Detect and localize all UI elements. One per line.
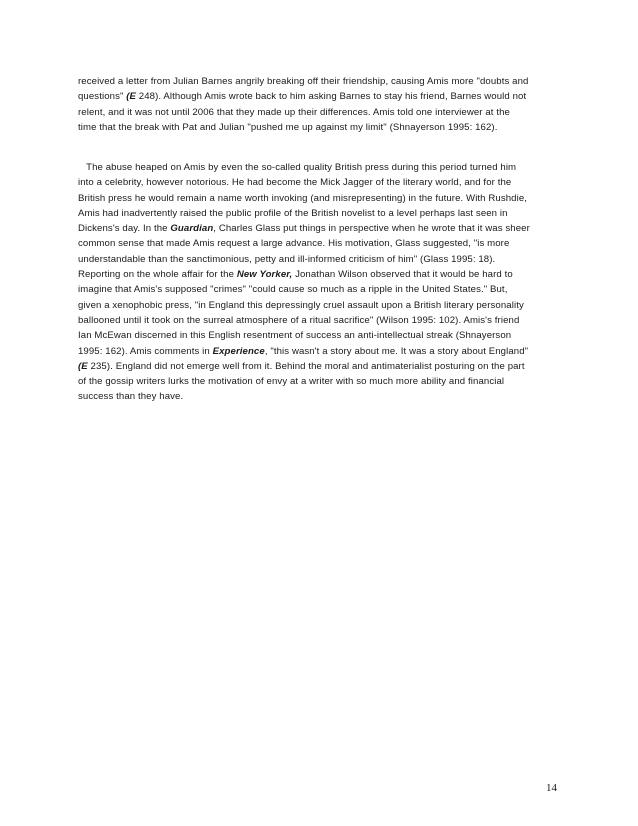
text-line: success than they have. xyxy=(78,391,184,403)
text-run: , "this wasn't a story about me. It was a story about England" xyxy=(264,345,529,357)
text-line: of the gossip writers lurks the motivation of envy at a writer with so much more ability and financial xyxy=(78,376,505,388)
text-run: Reporting on the whole affair for the xyxy=(78,269,237,281)
text-line: understandable than the sanctimonious, petty and ill-informed criticism of him" (Glass 1995: 18). xyxy=(78,253,496,265)
text-line: imagine that Amis's supposed "crimes" "could cause so much as a ripple in the United States." But, xyxy=(78,284,508,296)
publication-title: New Yorker, xyxy=(236,269,293,281)
text-line: ballooned until it took on the surreal atmosphere of a ritual sacrifice" (Wilson 1995: 102). Amis's friend xyxy=(78,314,520,326)
text-line xyxy=(78,267,570,282)
text-line xyxy=(78,359,570,374)
citation-emphasis: (E xyxy=(126,91,137,103)
text-line: time that the break with Pat and Julian "pushed me up against my limit" (Shnayerson 1995: 162). xyxy=(78,121,498,133)
text-run: 248). Although Amis wrote back to him asking Barnes to stay his friend, Barnes would not xyxy=(136,91,527,103)
text-run: 235). England did not emerge well from it. Behind the moral and antimaterialist posturing on the part xyxy=(87,360,525,372)
paragraph-2 xyxy=(78,160,570,405)
text-line: into a celebrity, however notorious. He had become the Mick Jagger of the literary world, and for the xyxy=(78,177,512,189)
page-number: 14 xyxy=(546,782,557,794)
text-line: relent, and it was not until 2006 that they made up their differences. Amis told one interviewer at the xyxy=(78,106,510,118)
text-line: Ian McEwan discerned in this English resentment of success an anti-intellectual streak (Shnayerson xyxy=(78,330,512,342)
text-line: given a xenophobic press, "in England this depressingly cruel assault upon a British literary personality xyxy=(78,299,524,311)
text-run: 1995: 162). Amis comments in xyxy=(78,345,213,357)
text-line xyxy=(78,221,570,236)
text-line: received a letter from Julian Barnes angrily breaking off their friendship, causing Amis more "doubts and xyxy=(78,76,529,87)
paragraph-1 xyxy=(78,74,570,135)
text-line: British press he would remain a name worth invoking (and misrepresenting) in the future. With Rushdie, xyxy=(78,192,528,204)
text-run: , Charles Glass put things in perspective when he wrote that it was sheer xyxy=(213,223,530,235)
text-line xyxy=(78,89,570,104)
book-title: Experience xyxy=(212,345,265,357)
text-run: Dickens's day. In the xyxy=(78,223,171,235)
text-line xyxy=(78,344,570,359)
publication-title: Guardian xyxy=(170,223,214,235)
text-line: Amis had inadvertently raised the public profile of the British novelist to a level perhaps last seen in xyxy=(78,207,508,219)
text-line: The abuse heaped on Amis by even the so-called quality British press during this period turned him xyxy=(78,162,517,173)
text-line: common sense that made Amis request a large advance. His motivation, Glass suggested, "is more xyxy=(78,238,510,250)
text-run: Jonathan Wilson observed that it would be hard to xyxy=(292,269,513,281)
citation-emphasis: (E xyxy=(78,360,88,372)
text-run: questions" xyxy=(78,91,127,103)
